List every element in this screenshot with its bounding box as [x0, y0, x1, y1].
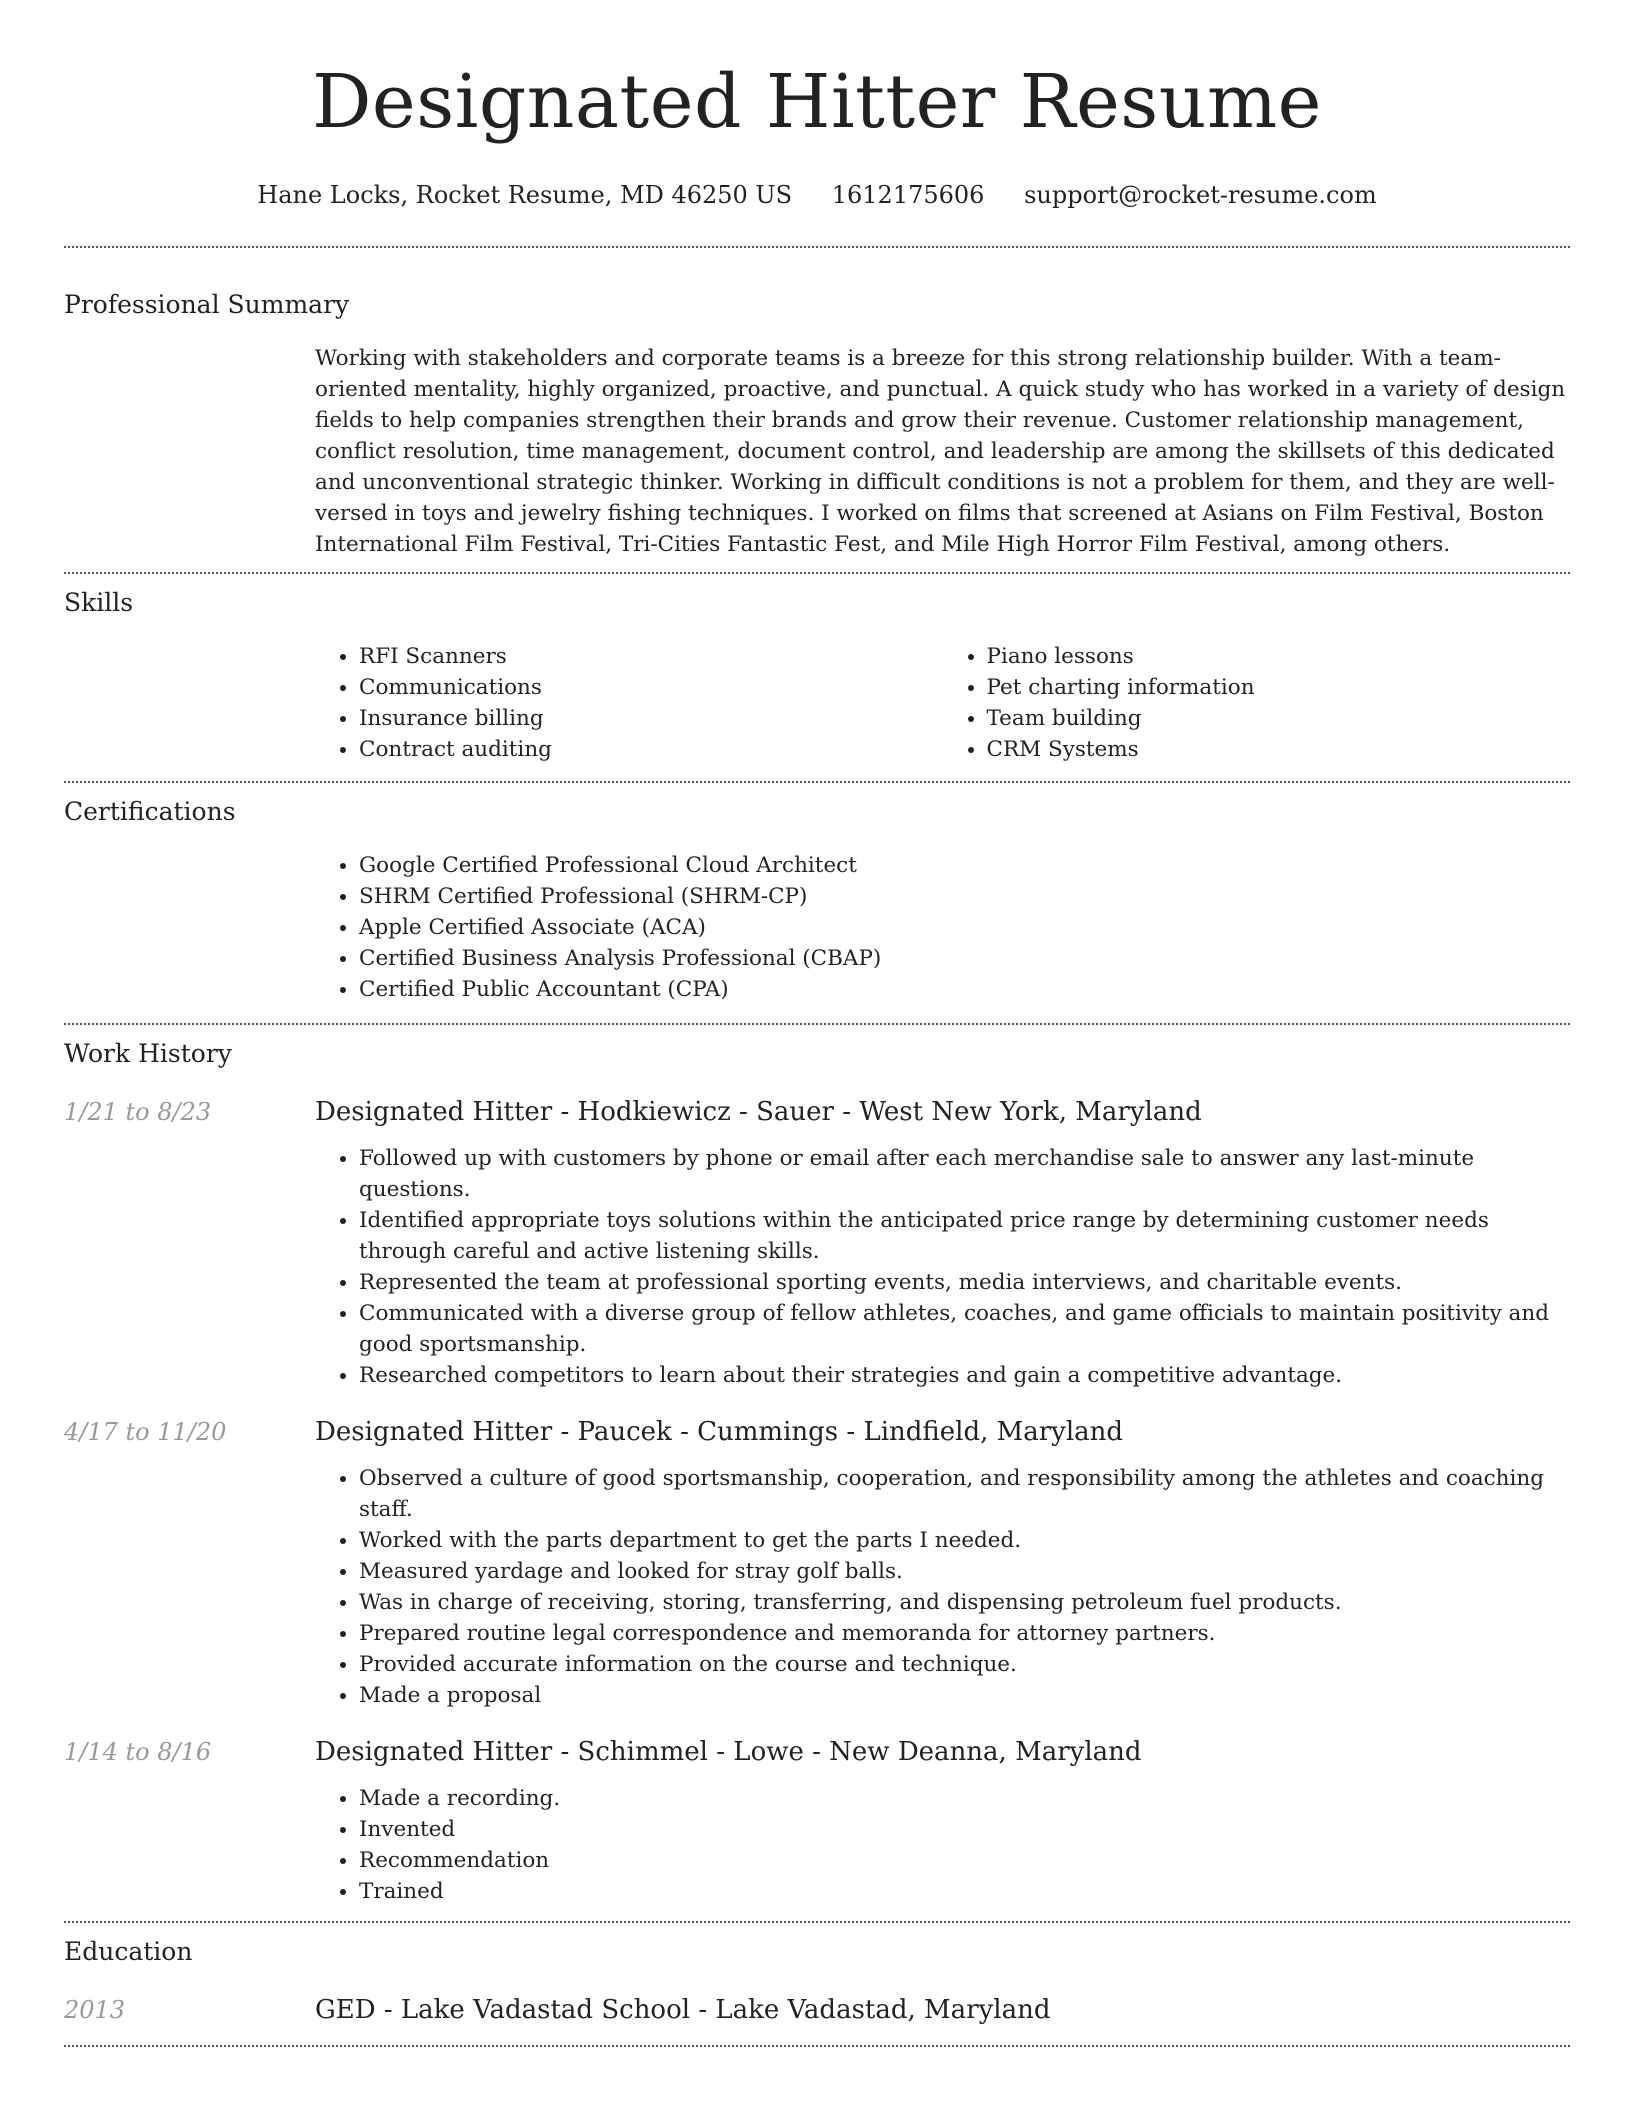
job-bullet-list — [315, 1143, 1570, 1391]
contact-line — [64, 178, 1570, 212]
divider — [64, 2045, 1570, 2047]
job-dates: 1/14 to 8/16 — [64, 1738, 212, 1766]
skill-item: • CRM Systems — [987, 734, 1571, 765]
summary-text: Working with stakeholders and corporate teams is a breeze for this strong relationship builder. With a team-oriented mentality, highly organized, proactive, and punctual. A quick study who has worked in a variety of design fields to help companies strengthen their brands and grow their revenue. Customer relationship management, conflict resolution, time management, document control, and leadership are among the skillsets of this dedicated and unconventional strategic thinker. Working in difficult conditions is not a problem for them, and they are well-versed in toys and jewelry fishing techniques. I worked on films that screened at Asians on Film Festival, Boston International Film Festival, Tri-Cities Fantastic Fest, and Mile High Horror Film Festival, among others. — [315, 346, 1566, 557]
resume-title: Designated Hitter Resume — [312, 59, 1322, 145]
skill-item: • RFI Scanners — [359, 641, 943, 672]
contact-email: support@rocket-resume.com — [1024, 181, 1377, 209]
resume-page — [64, 0, 1570, 2047]
divider — [64, 781, 1570, 783]
skills-list-left — [315, 641, 943, 765]
job-bullet: • Communicated with a diverse group of fellow athletes, coaches, and game officials to maintain positivity and good sportsmanship. — [359, 1298, 1570, 1360]
contact-address: Hane Locks, Rocket Resume, MD 46250 US — [257, 181, 793, 209]
certifications-list — [315, 850, 1570, 1005]
job-bullet-list — [315, 1783, 1570, 1907]
certification-item: • SHRM Certified Professional (SHRM-CP) — [359, 881, 1570, 912]
education-date: 2013 — [64, 1996, 126, 2024]
skills-section — [64, 586, 1570, 765]
job-bullet: • Identified appropriate toys solutions within the anticipated price range by determining customer needs through careful and active listening skills. — [359, 1205, 1570, 1267]
job-bullet: • Researched competitors to learn about their strategies and gain a competitive advantage. — [359, 1360, 1570, 1391]
certifications-content — [315, 850, 1570, 1005]
job-entry — [64, 1095, 1570, 1391]
skill-item: • Communications — [359, 672, 943, 703]
summary-content — [315, 343, 1570, 560]
job-bullet: • Trained — [359, 1876, 1570, 1907]
certifications-section — [64, 795, 1570, 1005]
divider — [64, 572, 1570, 574]
skills-heading: Skills — [64, 588, 134, 617]
job-bullet: • Made a proposal — [359, 1680, 1570, 1711]
job-bullet: • Measured yardage and looked for stray golf balls. — [359, 1556, 1570, 1587]
divider — [64, 1023, 1570, 1025]
job-title: Designated Hitter - Paucek - Cummings - Lindfield, Maryland — [315, 1417, 1124, 1447]
divider — [64, 1921, 1570, 1923]
work-section — [64, 1037, 1570, 1907]
job-bullet: • Provided accurate information on the course and technique. — [359, 1649, 1570, 1680]
certification-item: • Certified Public Accountant (CPA) — [359, 974, 1570, 1005]
job-bullet: • Prepared routine legal correspondence and memoranda for attorney partners. — [359, 1618, 1570, 1649]
job-bullet: • Was in charge of receiving, storing, transferring, and dispensing petroleum fuel products. — [359, 1587, 1570, 1618]
certification-item: • Apple Certified Associate (ACA) — [359, 912, 1570, 943]
divider — [64, 246, 1570, 248]
skill-item: • Piano lessons — [987, 641, 1571, 672]
certification-item: • Google Certified Professional Cloud Architect — [359, 850, 1570, 881]
job-bullet: • Recommendation — [359, 1845, 1570, 1876]
skills-grid — [315, 641, 1570, 765]
contact-phone: 1612175606 — [831, 181, 985, 209]
job-details — [315, 1783, 1570, 1907]
education-heading: Education — [64, 1937, 193, 1966]
job-entry — [64, 1415, 1570, 1711]
job-title: Designated Hitter - Schimmel - Lowe - New Deanna, Maryland — [315, 1737, 1142, 1767]
job-details — [315, 1463, 1570, 1711]
summary-heading: Professional Summary — [64, 290, 350, 319]
job-bullet: • Represented the team at professional sporting events, media interviews, and charitable events. — [359, 1267, 1570, 1298]
job-dates: 4/17 to 11/20 — [64, 1418, 227, 1446]
skills-list-right — [943, 641, 1571, 765]
skill-item: • Team building — [987, 703, 1571, 734]
skill-item: • Contract auditing — [359, 734, 943, 765]
education-section — [64, 1935, 1570, 2027]
work-heading: Work History — [64, 1039, 232, 1068]
job-title: Designated Hitter - Hodkiewicz - Sauer - West New York, Maryland — [315, 1097, 1202, 1127]
job-bullet: • Followed up with customers by phone or email after each merchandise sale to answer any last-minute questions. — [359, 1143, 1570, 1205]
job-bullet-list — [315, 1463, 1570, 1711]
job-bullet: • Observed a culture of good sportsmanship, cooperation, and responsibility among the athletes and coaching staff. — [359, 1463, 1570, 1525]
education-title: GED - Lake Vadastad School - Lake Vadastad, Maryland — [315, 1995, 1051, 2025]
skill-item: • Insurance billing — [359, 703, 943, 734]
skill-item: • Pet charting information — [987, 672, 1571, 703]
summary-section — [64, 288, 1570, 560]
certifications-heading: Certifications — [64, 797, 236, 826]
job-dates: 1/21 to 8/23 — [64, 1098, 212, 1126]
education-entry — [64, 1993, 1570, 2027]
job-bullet: • Invented — [359, 1814, 1570, 1845]
job-entry — [64, 1735, 1570, 1907]
job-bullet: • Worked with the parts department to get the parts I needed. — [359, 1525, 1570, 1556]
job-bullet: • Made a recording. — [359, 1783, 1570, 1814]
certification-item: • Certified Business Analysis Professional (CBAP) — [359, 943, 1570, 974]
job-details — [315, 1143, 1570, 1391]
